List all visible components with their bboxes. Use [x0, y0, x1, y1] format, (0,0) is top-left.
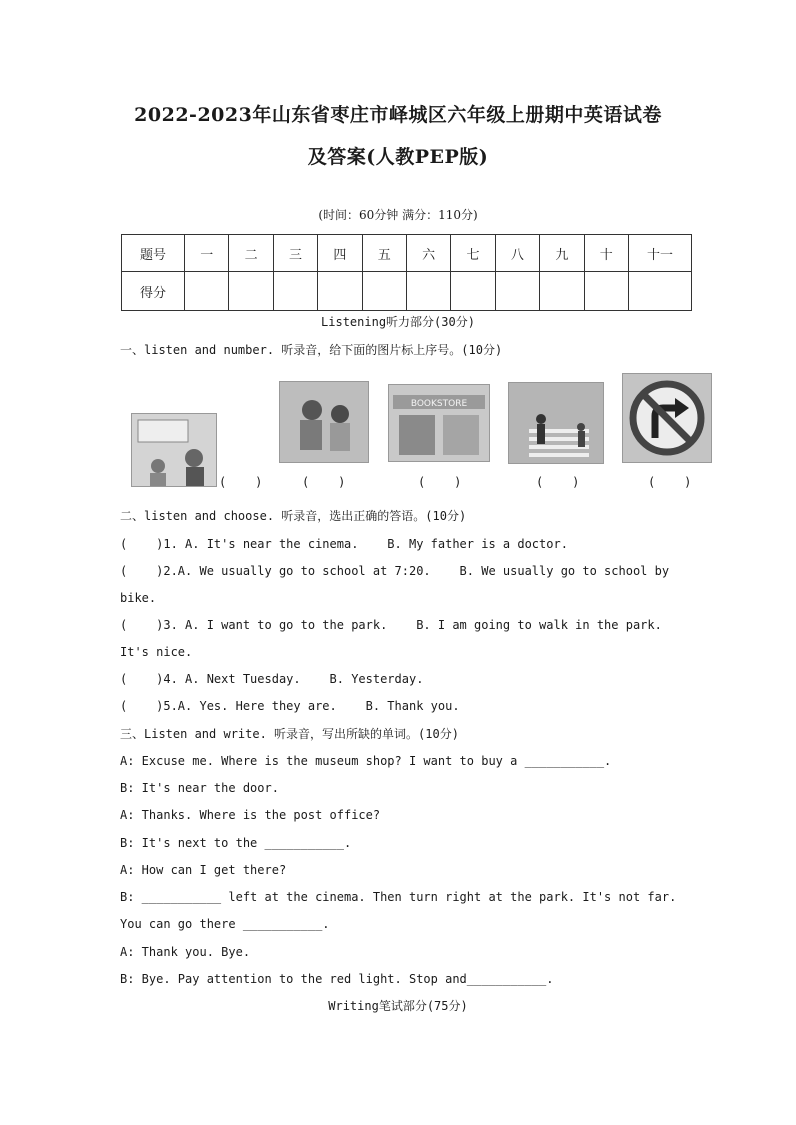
no-right-turn-icon — [623, 374, 711, 462]
picture-bookstore — [388, 384, 490, 462]
section3-dialogue-line: A: How can I get there? — [120, 863, 287, 877]
score-table-column: 十 — [584, 235, 628, 272]
photo-illustration — [509, 383, 603, 463]
score-table-column: 八 — [495, 235, 539, 272]
writing-header: Writing笔试部分(75分) — [328, 999, 468, 1013]
score-table-column: 五 — [362, 235, 406, 272]
score-table-column: 九 — [540, 235, 584, 272]
answer-blank-1[interactable]: ( ) — [219, 475, 263, 489]
section3-dialogue-line: B: It's near the door. — [120, 781, 279, 795]
section1-heading: 一、listen and number. 听录音，给下面的图片标上序号。(10分) — [120, 343, 503, 357]
score-cell[interactable] — [451, 272, 495, 311]
section2-question: ( )3. A. I want to go to the park. B. I am going to walk in the park. — [120, 618, 662, 632]
listening-header: Listening听力部分(30分) — [321, 315, 475, 329]
score-table — [121, 234, 692, 311]
score-table-column: 一 — [185, 235, 229, 272]
score-cell[interactable] — [185, 272, 229, 311]
score-table-column: 七 — [451, 235, 495, 272]
section3-heading: 三、Listen and write. 听录音，写出所缺的单词。(10分) — [120, 727, 459, 741]
section2-question-continued: It's nice. — [120, 645, 193, 659]
score-table-column: 二 — [229, 235, 273, 272]
section3-dialogue-line: B: Bye. Pay attention to the red light. Stop and___________. — [120, 972, 554, 986]
photo-illustration — [132, 414, 216, 486]
score-cell[interactable] — [229, 272, 273, 311]
section3-dialogue-line: A: Thanks. Where is the post office? — [120, 808, 381, 822]
score-table-column: 四 — [318, 235, 362, 272]
section3-dialogue-line: B: ___________ left at the cinema. Then turn right at the park. It's not far. — [120, 890, 677, 904]
picture-crosswalk — [508, 382, 604, 464]
score-cell[interactable] — [540, 272, 584, 311]
section3-dialogue-line: You can go there ___________. — [120, 917, 330, 931]
photo-illustration — [389, 385, 489, 461]
svg-text:BOOKSTORE: BOOKSTORE — [410, 399, 468, 409]
score-cell[interactable] — [406, 272, 450, 311]
section3-dialogue-line: A: Thank you. Bye. — [120, 945, 251, 959]
score-cell[interactable] — [318, 272, 362, 311]
exam-time-score: (时间：60分钟 满分：110分) — [318, 208, 478, 222]
photo-illustration — [280, 382, 368, 462]
exam-title-line2: 及答案(人教PEP版) — [307, 146, 489, 168]
score-cell[interactable] — [629, 272, 692, 311]
answer-blank-4[interactable]: ( ) — [536, 475, 580, 489]
section2-heading: 二、listen and choose. 听录音，选出正确的答语。(10分) — [120, 509, 467, 523]
score-cell[interactable] — [362, 272, 406, 311]
score-table-row-score — [122, 272, 692, 311]
section2-question: ( )5.A. Yes. Here they are. B. Thank you. — [120, 699, 460, 713]
answer-blank-2[interactable]: ( ) — [302, 475, 346, 489]
score-cell[interactable] — [584, 272, 628, 311]
score-table-row-label: 题号 — [122, 235, 185, 272]
score-table-column: 六 — [406, 235, 450, 272]
exam-title-line1: 2022-2023年山东省枣庄市峄城区六年级上册期中英语试卷 — [134, 104, 662, 126]
score-table-column: 三 — [273, 235, 317, 272]
section3-dialogue-line: A: Excuse me. Where is the museum shop? I want to buy a ___________. — [120, 754, 612, 768]
section2-question: ( )2.A. We usually go to school at 7:20. B. We usually go to school by — [120, 564, 670, 578]
section2-question: ( )4. A. Next Tuesday. B. Yesterday. — [120, 672, 424, 686]
section2-question-continued: bike. — [120, 591, 157, 605]
picture-two-children — [279, 381, 369, 463]
answer-blank-5[interactable]: ( ) — [648, 475, 692, 489]
picture-no-right-turn-sign — [622, 373, 712, 463]
score-cell[interactable] — [273, 272, 317, 311]
section3-dialogue-line: B: It's next to the ___________. — [120, 836, 352, 850]
score-table-row-number — [122, 235, 692, 272]
picture-teacher-classroom — [131, 413, 217, 487]
section2-question: ( )1. A. It's near the cinema. B. My father is a doctor. — [120, 537, 568, 551]
score-table-column: 十一 — [629, 235, 692, 272]
score-table-row-label: 得分 — [122, 272, 185, 311]
answer-blank-3[interactable]: ( ) — [418, 475, 462, 489]
score-cell[interactable] — [495, 272, 539, 311]
